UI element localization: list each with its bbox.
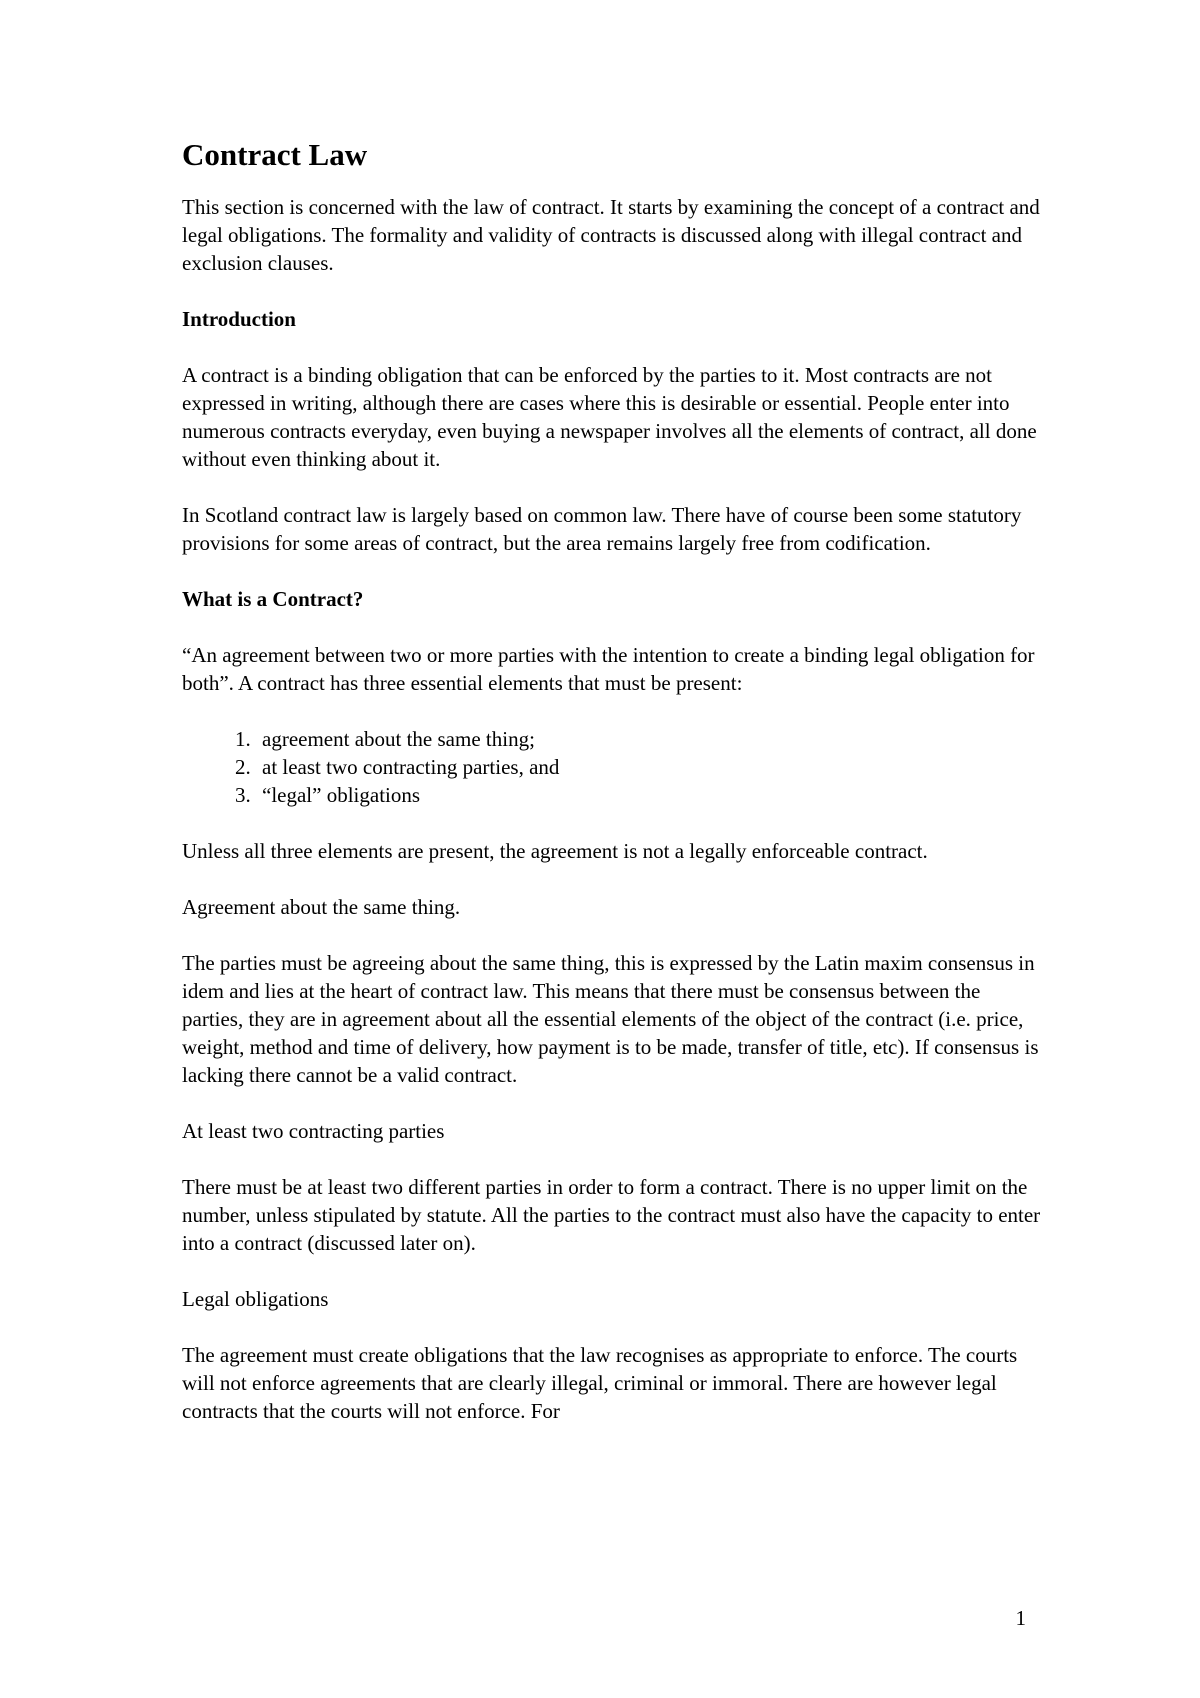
page-number: 1 xyxy=(1015,1606,1026,1630)
legal-obligations-paragraph: The agreement must create obligations that the law recognises as appropriate to enforce. The courts will not enforce agreements that are clearly illegal, criminal or immoral. There are however legal contracts that the courts will not enforce. For xyxy=(182,1343,1018,1424)
list-item: 1. agreement about the same thing; xyxy=(256,725,1042,753)
introduction-heading: Introduction xyxy=(182,307,296,332)
agreement-paragraph: The parties must be agreeing about the same thing, this is expressed by the Latin maxim consensus in idem and lies at the heart of contract law. This means that there must be consensus between the parties, they are in agreement about all the essential elements of the object of the contract (i.e. price, weight, method and time of delivery, how payment is to be made, transfer of title, etc). If consensus is lacking there cannot be a valid contract. xyxy=(182,951,1039,1088)
agreement-subheading: Agreement about the same thing. xyxy=(182,895,461,920)
list-item: 2. at least two contracting parties, and xyxy=(256,753,1042,781)
document-title: Contract Law xyxy=(182,137,368,172)
introduction-paragraph-2: In Scotland contract law is largely based on common law. There have of course been some statutory provisions for some areas of contract, but the area remains largely free from codification. xyxy=(182,503,1022,556)
elements-summary: Unless all three elements are present, the agreement is not a legally enforceable contract. xyxy=(182,839,928,864)
parties-paragraph: There must be at least two different parties in order to form a contract. There is no upper limit on the number, unless stipulated by statute. All the parties to the contract must also have the capacity to enter into a contract (discussed later on). xyxy=(182,1175,1041,1256)
elements-list xyxy=(182,725,1042,809)
legal-obligations-subheading: Legal obligations xyxy=(182,1287,329,1312)
what-is-contract-heading: What is a Contract? xyxy=(182,587,364,612)
contract-definition: “An agreement between two or more parties with the intention to create a binding legal obligation for both”. A contract has three essential elements that must be present: xyxy=(182,643,1035,696)
list-item: 3. “legal” obligations xyxy=(256,781,1042,809)
intro-paragraph: This section is concerned with the law of contract. It starts by examining the concept of a contract and legal obligations. The formality and validity of contracts is discussed along with illegal contract and exclusion clauses. xyxy=(182,195,1040,276)
parties-subheading: At least two contracting parties xyxy=(182,1119,445,1144)
introduction-paragraph-1: A contract is a binding obligation that can be enforced by the parties to it. Most contracts are not expressed in writing, although there are cases where this is desirable or essential. People enter into numerous contracts everyday, even buying a newspaper involves all the elements of contract, all done without even thinking about it. xyxy=(182,363,1037,472)
document-page xyxy=(182,136,1042,1453)
